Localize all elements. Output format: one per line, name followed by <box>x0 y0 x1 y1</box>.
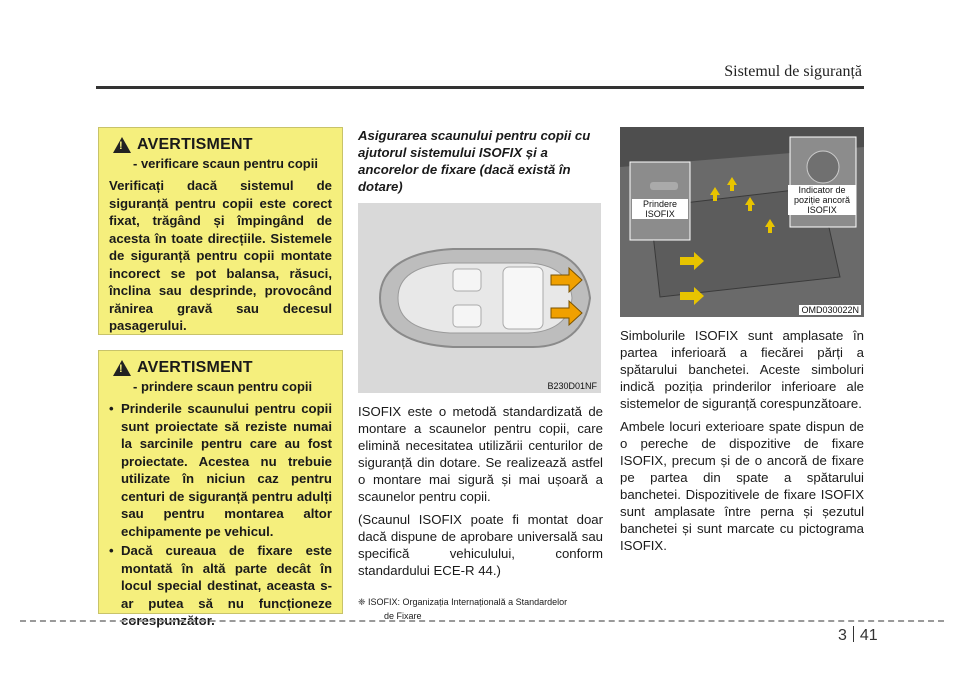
paragraph: ISOFIX este o metodă standardizată de montare a scaunelor pentru copii, care elimină necesitatea utilizării centurilor de siguranță din dotare. Se realizează astfel o montare mai sigură și mai ușoară a scaunelor pentru copii. <box>358 404 603 504</box>
warning-title: AVERTISMENT <box>137 359 253 376</box>
footnote <box>358 595 603 623</box>
warning-triangle-icon: ! <box>113 360 131 376</box>
paragraph: Ambele locuri exterioare spate dispun de o pereche de dispozitive de fixare ISOFIX, precum și de o ancoră de fixare pe partea din spate a spătarului banchetei. Dispozitivele de fixare ISOFIX sunt amplasate între perna și șezutul banchetei și sunt marcate cu pictograma ISOFIX. <box>620 419 864 553</box>
warning-list-item: • Dacă cureaua de fixare este montată în altă parte decât în locul special destinat, aceasta s-ar putea să nu funcționeze corespunzător. <box>109 542 332 630</box>
warning-subtitle: - verificare scaun pentru copii <box>133 156 318 171</box>
warning-box-anchor <box>98 350 343 628</box>
warning-header <box>109 359 332 377</box>
warning-title: AVERTISMENT <box>137 136 253 153</box>
chapter-number: 3 <box>838 627 847 644</box>
paragraph: (Scaunul ISOFIX poate fi montat doar dacă dispune de aprobare universală sau specifică vehiculului, conform standardului ECE-R 44.) <box>358 512 603 578</box>
warning-box-check-seat <box>98 127 343 335</box>
rear-seat-illustration <box>620 127 864 317</box>
footnote-line: de Fixare <box>384 611 422 621</box>
callout-isofix-attachment: Prindere ISOFIX <box>632 199 688 219</box>
warning-body: Verificați dacă sistemul de siguranță pentru copii este corect fixat, trăgând și împingând de acesta în toate direcțiile. Sistemele de siguranță pentru copii montate incorect se pot balansa, răsuci, înclina sau desprinde, provocând rănirea gravă sau decesul pasagerului. <box>109 178 332 333</box>
figure-code: B230D01NF <box>547 381 597 391</box>
page-number <box>838 626 878 645</box>
rear-seat-photo <box>620 127 864 317</box>
warning-header <box>109 136 332 154</box>
page-index: 41 <box>859 627 878 644</box>
header-rule <box>96 86 864 89</box>
footer-rule <box>20 620 944 622</box>
isofix-right-column <box>620 127 864 554</box>
header-title: Sistemul de siguranță <box>724 63 862 80</box>
warning-list-item: • Prinderile scaunului pentru copii sunt proiectate să reziste numai la sarcinile pentru care au fost proiectate. Acestea nu trebuie utilizate în niciun caz pentru centuri de siguranță pentru adulți sau pentru montarea altor echipamente pe vehicul. <box>109 400 332 540</box>
callout-anchor-indicator: Indicator de poziție ancoră ISOFIX <box>788 185 856 215</box>
photo-code: OMD030022N <box>801 305 859 315</box>
warning-list <box>109 400 332 630</box>
paragraph: Simbolurile ISOFIX sunt amplasate în partea inferioară a fiecărei părți a spătarului banchetei. Aceste simboluri indică poziția prinderilor inferioare ale sistemelor de siguranță corespunzătoare. <box>620 328 864 411</box>
section-title: Asigurarea scaunului pentru copii cu ajutorul sistemului ISOFIX și a ancorelor de fixare (dacă există în dotare) <box>358 128 591 194</box>
warning-triangle-icon: ! <box>113 137 131 153</box>
page-separator <box>853 626 854 642</box>
isofix-section <box>358 127 603 623</box>
warning-subtitle: - prindere scaun pentru copii <box>133 379 313 394</box>
car-topview-illustration <box>358 203 601 393</box>
footnote-line: ❈ ISOFIX: Organizația Internațională a Standardelor <box>358 597 568 607</box>
car-topview-figure <box>358 203 601 393</box>
